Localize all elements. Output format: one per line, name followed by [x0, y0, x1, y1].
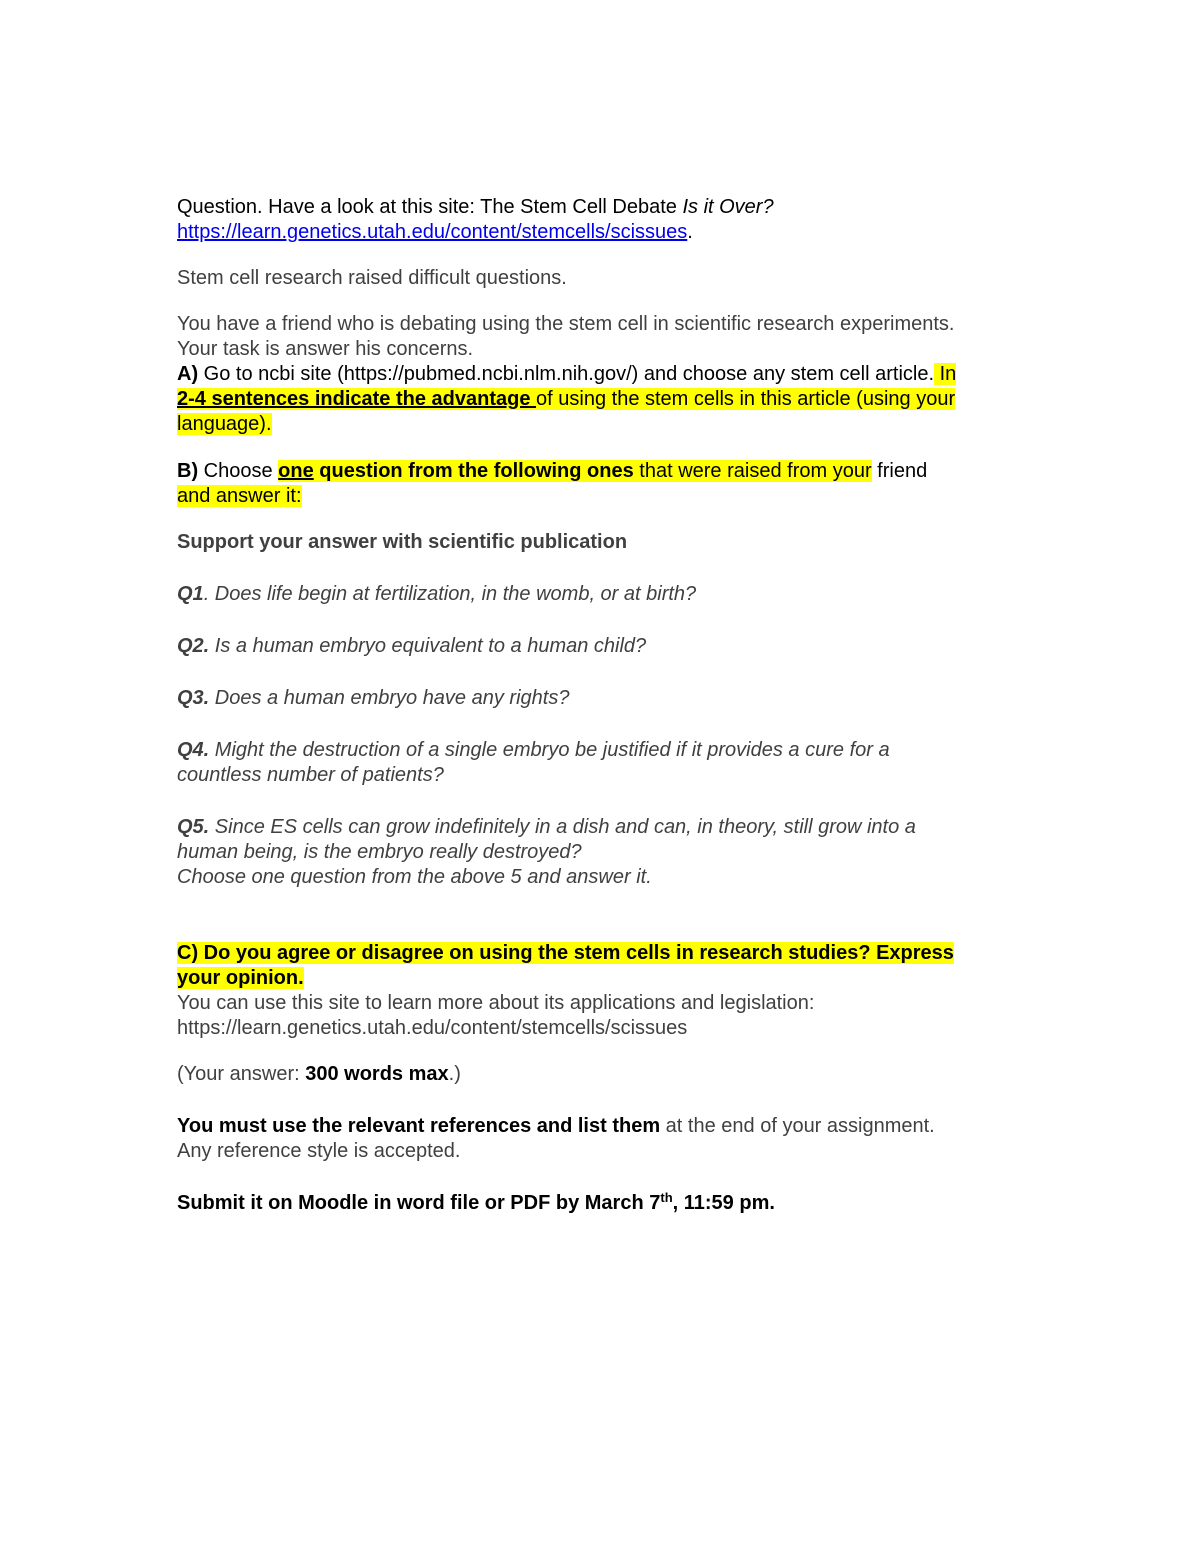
question-2 [177, 634, 1037, 659]
part-b-label: B) [177, 460, 199, 482]
part-a-highlight-2: of using the stem cells in this article [536, 388, 851, 410]
part-c-question: C) Do you agree or disagree on using the stem cells in research studies? Express [177, 942, 954, 964]
answer-note-prefix: (Your answer: [177, 1063, 306, 1085]
answer-note-suffix: .) [448, 1063, 461, 1085]
answer-word-limit: 300 words max [305, 1063, 449, 1085]
references-line-1 [177, 1114, 1037, 1139]
question-4 [177, 738, 1037, 763]
references-line-2: Any reference style is accepted. [177, 1140, 461, 1162]
submit-text: Submit it on Moodle in word file or PDF by March 7 [177, 1192, 661, 1214]
question-2-text: Is a human embryo equivalent to a human child? [209, 635, 647, 657]
question-4-text: Might the destruction of a single embryo be justified if it provides a cure for a [209, 739, 890, 761]
part-a-language: language). [177, 413, 272, 435]
context-line-1: You have a friend who is debating using the stem cell in scientific research experiments. [177, 313, 955, 335]
part-b-text: Choose [198, 460, 279, 482]
stem-cell-debate-link[interactable]: https://learn.genetics.utah.edu/content/stemcells/scissues [177, 221, 688, 243]
intro-text: Question. Have a look at this site: The Stem Cell Debate [177, 196, 683, 218]
part-a-bold-instruction: 2-4 sentences indicate the advantage [177, 388, 537, 410]
question-1-text: . Does life begin at fertilization, in the womb, or at birth? [203, 583, 697, 605]
question-1-label: Q1 [177, 583, 204, 605]
question-5-line-2: human being, is the embryo really destroyed? [177, 841, 582, 863]
question-3 [177, 686, 1037, 711]
question-3-text: Does a human embryo have any rights? [209, 687, 570, 709]
question-4-label: Q4. [177, 739, 210, 761]
statement: Stem cell research raised difficult questions. [177, 267, 567, 289]
support-instruction: Support your answer with scientific publication [177, 531, 628, 553]
submission-deadline [177, 1191, 1037, 1216]
part-c-line-2 [177, 966, 1037, 991]
context-line-2: Your task is answer his concerns. [177, 338, 474, 360]
part-b-highlight: that were raised from your [633, 460, 872, 482]
intro-title: Is it Over? [682, 196, 774, 218]
part-a-line-2 [177, 387, 1037, 412]
question-2-label: Q2. [177, 635, 210, 657]
references-bold: You must use the relevant references and list them [177, 1115, 661, 1137]
part-c-site-note: You can use this site to learn more about its applications and legislation: [177, 992, 815, 1014]
answer-length-note [177, 1062, 1037, 1087]
submit-sup: th [660, 1190, 673, 1205]
part-b-answer-it: and answer it: [177, 485, 302, 507]
document-body [177, 195, 1037, 1216]
part-b-one: one [278, 460, 314, 482]
submit-end: , 11:59 pm. [672, 1192, 775, 1214]
part-c-site-url: https://learn.genetics.utah.edu/content/stemcells/scissues [177, 1017, 688, 1039]
references-rest: at the end of your assignment. [660, 1115, 935, 1137]
question-1 [177, 582, 1037, 607]
part-b-friend: friend [871, 460, 928, 482]
part-c-line-1 [177, 941, 1037, 966]
part-a-line-3 [177, 412, 1037, 437]
part-b-line-1 [177, 459, 1037, 484]
part-a-tail: (using your [850, 388, 956, 410]
part-a-label: A) [177, 363, 199, 385]
question-5-label: Q5. [177, 816, 210, 838]
choose-question-instruction: Choose one question from the above 5 and answer it. [177, 866, 652, 888]
intro-line [177, 195, 1037, 220]
part-a-text: Go to ncbi site (https://pubmed.ncbi.nlm.nih.gov/) and choose any stem cell article. [198, 363, 935, 385]
part-a-line-1 [177, 362, 1037, 387]
intro-link-line [177, 220, 1037, 245]
intro-link-suffix: . [687, 221, 693, 243]
part-a-highlight-1: In [934, 363, 957, 385]
question-4-line-2: countless number of patients? [177, 764, 444, 786]
question-5-text: Since ES cells can grow indefinitely in a dish and can, in theory, still grow into a [209, 816, 916, 838]
question-3-label: Q3. [177, 687, 210, 709]
part-c-opinion: your opinion. [177, 967, 304, 989]
question-5 [177, 815, 1037, 840]
part-b-question-bold: question from the following ones [313, 460, 634, 482]
part-b-line-2 [177, 484, 1037, 509]
